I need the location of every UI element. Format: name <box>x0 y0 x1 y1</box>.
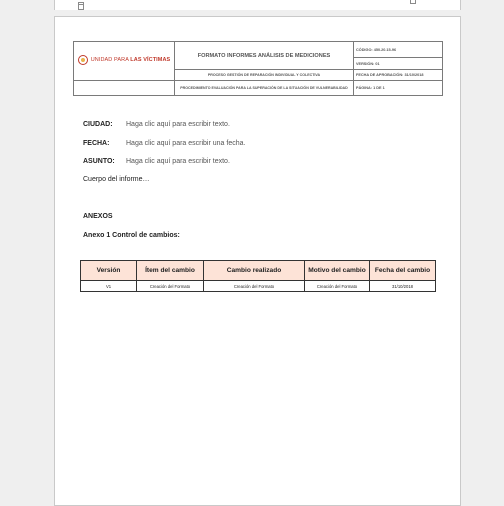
ciudad-row <box>83 121 230 128</box>
document-title: FORMATO INFORMES ANÁLISIS DE MEDICIONES <box>175 42 354 70</box>
document-version: VERSIÓN: 01 <box>354 58 443 70</box>
logo-text: UNIDAD PARA LAS VÍCTIMAS <box>90 57 171 63</box>
change-control-table <box>80 260 436 292</box>
header-date: Fecha del cambio <box>370 261 436 281</box>
approval-date: FECHA DE APROBACIÓN: 31/10/2018 <box>354 70 443 81</box>
header-item: Ítem del cambio <box>137 261 204 281</box>
crop-mark-top-left <box>78 4 84 10</box>
table-row <box>81 281 436 292</box>
cell-reason[interactable]: Creación del Formato <box>305 281 370 292</box>
fecha-placeholder[interactable]: Haga clic aquí para escribir una fecha. <box>126 140 246 147</box>
ciudad-placeholder[interactable]: Haga clic aquí para escribir texto. <box>126 121 230 128</box>
header-reason: Motivo del cambio <box>305 261 370 281</box>
page-count: PÁGINA: 1 DE 1 <box>354 81 443 96</box>
anexos-heading: ANEXOS <box>83 213 113 220</box>
document-code: CÓDIGO: 450.20.15-96 <box>354 42 443 58</box>
cell-item[interactable]: Creación del Formato <box>137 281 204 292</box>
logo-cell-bottom <box>74 81 175 96</box>
document-process: PROCESO GESTIÓN DE REPARACIÓN INDIVIDUAL Y COLECTIVA <box>175 70 354 81</box>
document-header-table <box>73 41 443 96</box>
fecha-row <box>83 140 245 147</box>
fecha-label: FECHA: <box>83 140 110 147</box>
cell-date[interactable]: 31/10/2018 <box>370 281 436 292</box>
annex-title: Anexo 1 Control de cambios: <box>83 232 180 239</box>
coat-of-arms-icon <box>78 55 88 65</box>
unidad-victimas-logo <box>78 55 171 65</box>
cell-change[interactable]: Creación del Formato <box>204 281 305 292</box>
header-version: Versión <box>81 261 137 281</box>
asunto-placeholder[interactable]: Haga clic aquí para escribir texto. <box>126 158 230 165</box>
ciudad-label: CIUDAD: <box>83 121 113 128</box>
table-header-row <box>81 261 436 281</box>
report-body-text[interactable]: Cuerpo del informe… <box>83 176 150 183</box>
previous-page-strip <box>54 0 461 10</box>
header-change: Cambio realizado <box>204 261 305 281</box>
document-procedure: PROCEDIMIENTO EVALUACIÓN PARA LA SUPERACIÓN DE LA SITUACIÓN DE VULNERABILIDAD <box>175 81 354 96</box>
cell-version[interactable]: V1 <box>81 281 137 292</box>
asunto-label: ASUNTO: <box>83 158 115 165</box>
crop-mark-right <box>410 0 416 4</box>
asunto-row <box>83 158 230 165</box>
logo-cell <box>74 42 175 81</box>
